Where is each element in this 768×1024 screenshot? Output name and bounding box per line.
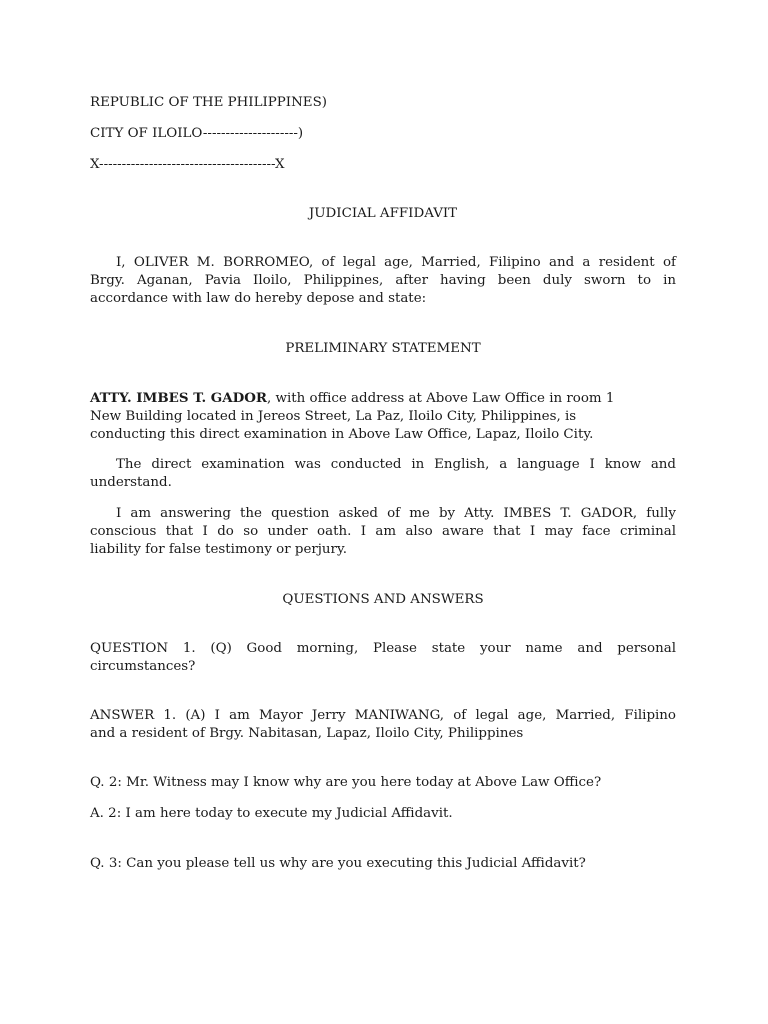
- question-2: Q. 2: Mr. Witness may I know why are you here today at Above Law Office?: [90, 775, 602, 790]
- oath-line: conscious that I do so under oath. I am also aware that I may face criminal: [90, 524, 676, 539]
- intro-line: Brgy. Aganan, Pavia Iloilo, Philippines, after having been duly sworn to in: [90, 273, 676, 288]
- attorney-name: ATTY. IMBES T. GADOR: [90, 390, 267, 406]
- header-republic: REPUBLIC OF THE PHILIPPINES): [90, 95, 327, 110]
- answer-1-line: ANSWER 1. (A) I am Mayor Jerry MANIWANG, of legal age, Married, Filipino: [90, 708, 676, 723]
- attorney-paragraph: [90, 389, 676, 444]
- intro-line: accordance with law do hereby depose and state:: [90, 291, 427, 306]
- attorney-line: New Building located in Jereos Street, La Paz, Iloilo City, Philippines, is: [90, 409, 577, 424]
- answer-2: A. 2: I am here today to execute my Judicial Affidavit.: [90, 806, 453, 821]
- oath-paragraph: [90, 505, 676, 559]
- question-1: [90, 640, 676, 676]
- document-title: JUDICIAL AFFIDAVIT: [308, 206, 458, 221]
- header-caption-line: X---------------------------------------X: [90, 157, 285, 172]
- language-paragraph: [90, 456, 676, 492]
- oath-line: I am answering the question asked of me by Atty. IMBES T. GADOR, fully: [116, 506, 676, 521]
- answer-1: [90, 707, 676, 743]
- intro-paragraph: [90, 254, 676, 308]
- answer-1-line: and a resident of Brgy. Nabitasan, Lapaz, Iloilo City, Philippines: [90, 726, 524, 741]
- header-city: CITY OF ILOILO---------------------): [90, 126, 304, 141]
- attorney-line: conducting this direct examination in Above Law Office, Lapaz, Iloilo City.: [90, 427, 594, 442]
- question-3: Q. 3: Can you please tell us why are you executing this Judicial Affidavit?: [90, 856, 586, 871]
- language-line: The direct examination was conducted in English, a language I know and: [116, 457, 676, 472]
- oath-line: liability for false testimony or perjury.: [90, 542, 348, 557]
- question-1-line: QUESTION 1. (Q) Good morning, Please state your name and personal: [90, 641, 676, 656]
- language-line: understand.: [90, 475, 172, 490]
- attorney-line-rest: , with office address at Above Law Office in room 1: [267, 391, 615, 406]
- preliminary-heading: PRELIMINARY STATEMENT: [285, 341, 481, 356]
- question-1-line: circumstances?: [90, 659, 196, 674]
- attorney-line: [90, 389, 676, 408]
- qa-heading: QUESTIONS AND ANSWERS: [282, 592, 484, 607]
- intro-line: I, OLIVER M. BORROMEO, of legal age, Married, Filipino and a resident of: [116, 255, 676, 270]
